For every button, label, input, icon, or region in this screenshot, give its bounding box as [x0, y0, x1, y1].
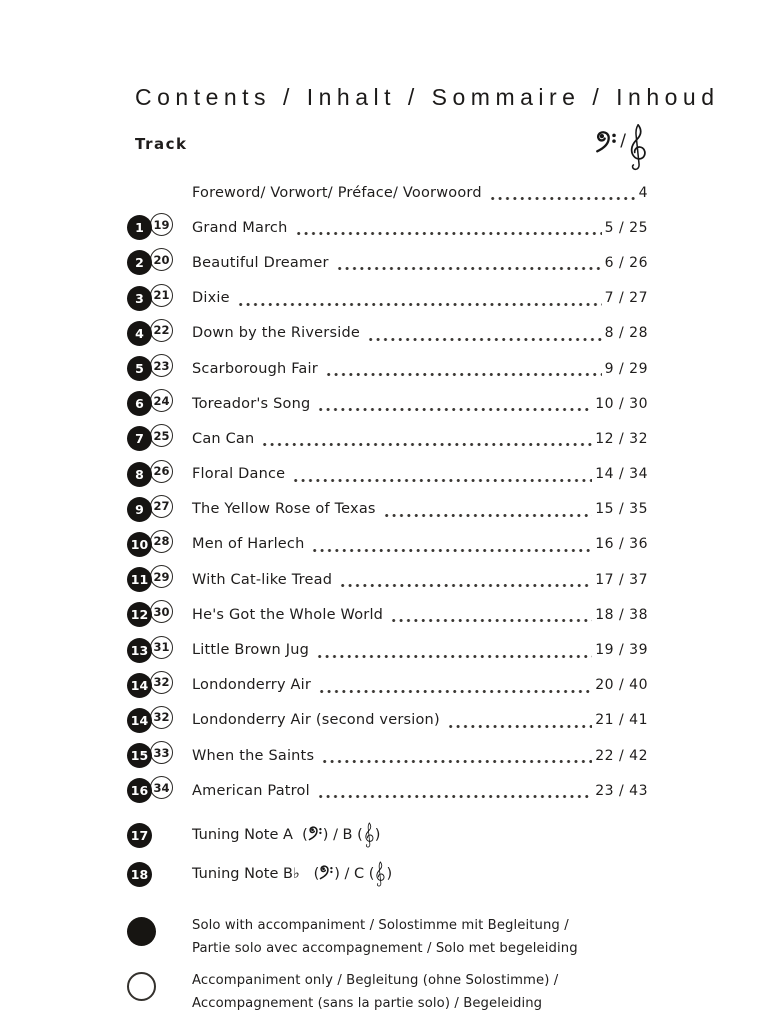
legend-item — [135, 914, 648, 960]
legend-text: Accompaniment only / Begleitung (ohne Solostimme) / Accompagnement (sans la partie solo) / Begeleiding — [192, 973, 559, 1012]
accompaniment-track-number-badge: 26 — [150, 460, 173, 483]
track-title: When the Saints — [192, 747, 315, 764]
legend-circle-icon — [127, 917, 156, 946]
page-numbers: 20 / 40 — [595, 677, 648, 694]
foreword-row — [135, 175, 648, 210]
dotted-leader — [367, 337, 602, 342]
dotted-leader — [292, 478, 592, 483]
dotted-leader — [336, 266, 602, 271]
page-numbers: 21 / 41 — [595, 712, 648, 729]
tuning-note-row — [130, 816, 648, 855]
badge-column — [127, 426, 192, 451]
track-row — [130, 597, 648, 632]
track-row — [135, 492, 648, 527]
badge-column — [127, 602, 192, 627]
accompaniment-track-number-badge: 22 — [150, 319, 173, 342]
accompaniment-track-number-badge: 20 — [150, 248, 173, 271]
badge-column — [127, 743, 192, 768]
track-row — [130, 773, 648, 808]
dotted-leader — [325, 372, 602, 377]
page-numbers: 16 / 36 — [595, 536, 648, 553]
dotted-leader — [383, 513, 593, 518]
track-row — [135, 351, 648, 386]
accompaniment-track-number-badge: 29 — [150, 565, 173, 588]
bass-clef-icon — [319, 865, 334, 880]
track-title: Can Can — [192, 430, 255, 447]
badge-column — [127, 497, 192, 522]
treble-clef-icon — [374, 861, 386, 888]
track-row — [135, 386, 648, 421]
badge-column — [127, 321, 192, 346]
page-numbers: 7 / 27 — [604, 290, 648, 307]
solo-track-number-badge: 11 — [127, 567, 152, 592]
accompaniment-track-number-badge: 25 — [150, 424, 173, 447]
solo-track-number-badge: 17 — [127, 823, 152, 848]
badge-column — [127, 969, 192, 1015]
page-numbers: 18 / 38 — [595, 606, 648, 623]
solo-track-number-badge: 8 — [127, 462, 152, 487]
page-numbers: 12 / 32 — [595, 430, 648, 447]
badge-column — [127, 215, 192, 240]
dotted-leader — [447, 724, 592, 729]
page-numbers: 22 / 42 — [595, 747, 648, 764]
badge-column — [127, 673, 192, 698]
track-row — [135, 245, 648, 280]
treble-clef-icon — [627, 123, 648, 173]
accompaniment-track-number-badge: 23 — [150, 354, 173, 377]
dotted-leader — [237, 302, 602, 307]
track-title: Floral Dance — [192, 466, 286, 483]
accompaniment-track-number-badge: 34 — [150, 776, 173, 799]
clef-header — [595, 123, 648, 173]
tuning-note-label: Tuning Note A ( ) / B ( ) — [192, 822, 380, 849]
dotted-leader — [316, 654, 592, 659]
accompaniment-track-number-badge: 31 — [150, 636, 173, 659]
page-title: Contents / Inhalt / Sommaire / Inhoud — [135, 84, 720, 110]
solo-track-number-badge: 18 — [127, 862, 152, 887]
page-numbers: 17 / 37 — [595, 571, 648, 588]
list-header — [135, 123, 648, 173]
dotted-leader — [295, 231, 602, 236]
clef-separator: / — [620, 131, 626, 151]
dotted-leader — [317, 407, 592, 412]
dotted-leader — [317, 794, 592, 799]
tuning-note-row — [130, 855, 648, 894]
accompaniment-track-number-badge: 32 — [150, 671, 173, 694]
badge-column — [127, 862, 192, 887]
solo-track-number-badge: 12 — [127, 602, 152, 627]
page-numbers: 6 / 26 — [604, 254, 648, 271]
tuning-list — [130, 816, 648, 894]
track-title: Londonderry Air — [192, 677, 312, 694]
track-row — [130, 703, 648, 738]
badge-column — [127, 286, 192, 311]
page-numbers: 9 / 29 — [604, 360, 648, 377]
track-title: Londonderry Air (second version) — [192, 712, 440, 729]
solo-track-number-badge: 6 — [127, 391, 152, 416]
badge-column — [127, 462, 192, 487]
solo-track-number-badge: 7 — [127, 426, 152, 451]
accompaniment-track-number-badge: 24 — [150, 389, 173, 412]
solo-track-number-badge: 1 — [127, 215, 152, 240]
accompaniment-track-number-badge: 27 — [150, 495, 173, 518]
track-title: Down by the Riverside — [192, 325, 360, 342]
solo-track-number-badge: 13 — [127, 638, 152, 663]
track-title: The Yellow Rose of Texas — [192, 501, 376, 518]
badge-column — [127, 778, 192, 803]
dotted-leader — [261, 442, 592, 447]
tuning-note-label: Tuning Note B♭ ( ) / C ( ) — [192, 861, 392, 888]
track-row — [130, 738, 648, 773]
track-title: Little Brown Jug — [192, 642, 310, 659]
accompaniment-track-number-badge: 32 — [150, 706, 173, 729]
track-title: Men of Harlech — [192, 536, 305, 553]
track-title: Scarborough Fair — [192, 360, 318, 377]
badge-column — [127, 532, 192, 557]
track-title: Dixie — [192, 290, 230, 307]
track-row — [135, 421, 648, 456]
badge-column — [127, 567, 192, 592]
track-title: American Patrol — [192, 782, 310, 799]
solo-track-number-badge: 9 — [127, 497, 152, 522]
solo-track-number-badge: 14 — [127, 708, 152, 733]
legend-circle-icon — [127, 972, 156, 1001]
legend-item — [135, 969, 648, 1015]
solo-track-number-badge: 5 — [127, 356, 152, 381]
track-column-label: Track — [135, 135, 188, 153]
solo-track-number-badge: 10 — [127, 532, 152, 557]
solo-track-number-badge: 3 — [127, 286, 152, 311]
track-title: With Cat-like Tread — [192, 571, 333, 588]
dotted-leader — [489, 196, 636, 201]
dotted-leader — [321, 759, 592, 764]
track-row — [130, 632, 648, 667]
track-title: Beautiful Dreamer — [192, 254, 329, 271]
bass-clef-icon — [595, 130, 618, 154]
page-numbers: 10 / 30 — [595, 395, 648, 412]
badge-column — [127, 914, 192, 960]
track-title: Grand March — [192, 219, 288, 236]
dotted-leader — [318, 689, 592, 694]
treble-clef-icon — [363, 822, 375, 849]
badge-column — [127, 823, 192, 848]
track-list — [130, 175, 648, 808]
accompaniment-track-number-badge: 33 — [150, 741, 173, 764]
solo-track-number-badge: 14 — [127, 673, 152, 698]
foreword-page-number: 4 — [638, 184, 648, 201]
page-numbers: 23 / 43 — [595, 782, 648, 799]
track-title: Toreador's Song — [192, 395, 311, 412]
page-numbers: 15 / 35 — [595, 501, 648, 518]
legend — [135, 914, 648, 1015]
badge-column — [127, 250, 192, 275]
bass-clef-icon — [308, 826, 323, 841]
track-row — [135, 457, 648, 492]
track-row — [135, 316, 648, 351]
solo-track-number-badge: 15 — [127, 743, 152, 768]
track-row — [130, 527, 648, 562]
badge-column — [127, 356, 192, 381]
accompaniment-track-number-badge: 28 — [150, 530, 173, 553]
accompaniment-track-number-badge: 19 — [150, 213, 173, 236]
page-numbers: 5 / 25 — [604, 219, 648, 236]
page-numbers: 14 / 34 — [595, 466, 648, 483]
track-row — [135, 281, 648, 316]
badge-column — [127, 391, 192, 416]
page-numbers: 8 / 28 — [604, 325, 648, 342]
badge-column — [127, 708, 192, 733]
solo-track-number-badge: 2 — [127, 250, 152, 275]
legend-text: Solo with accompaniment / Solostimme mit Begleitung / Partie solo avec accompagnement / Solo met begeleiding — [192, 918, 578, 957]
dotted-leader — [339, 583, 592, 588]
foreword-title: Foreword/ Vorwort/ Préface/ Voorwoord — [192, 184, 482, 201]
page-numbers: 19 / 39 — [595, 642, 648, 659]
dotted-leader — [390, 618, 592, 623]
badge-column — [127, 638, 192, 663]
accompaniment-track-number-badge: 21 — [150, 284, 173, 307]
track-title: He's Got the Whole World — [192, 606, 384, 623]
accompaniment-track-number-badge: 30 — [150, 600, 173, 623]
solo-track-number-badge: 16 — [127, 778, 152, 803]
dotted-leader — [311, 548, 592, 553]
track-row — [130, 562, 648, 597]
track-row — [135, 210, 648, 245]
track-row — [130, 668, 648, 703]
solo-track-number-badge: 4 — [127, 321, 152, 346]
